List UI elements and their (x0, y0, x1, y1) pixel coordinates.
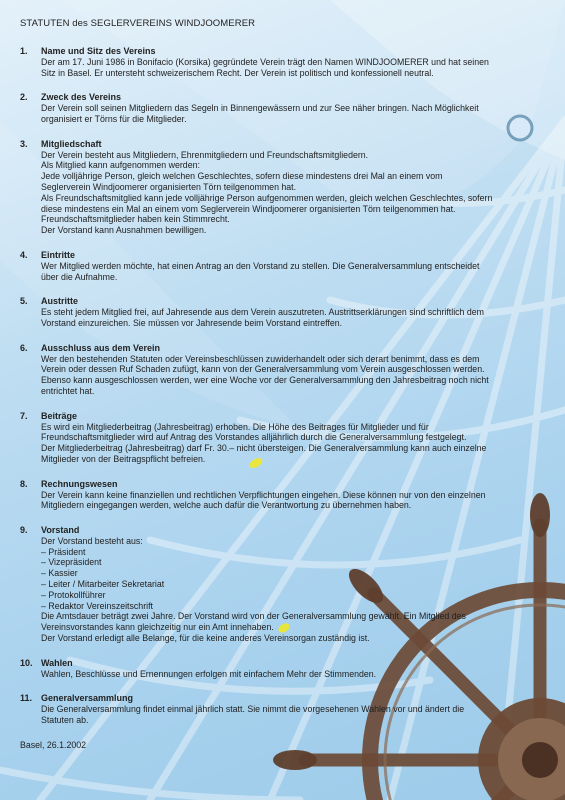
section-text-line: Es steht jedem Mitglied frei, auf Jahresende aus dem Verein auszutreten. Austrittserklärungen sind schriftlich dem (41, 307, 485, 318)
section-text-line: organisiert er Törns für die Mitglieder. (41, 113, 187, 124)
section-list-item: – Vizepräsident (41, 557, 102, 568)
statutes-document (20, 18, 540, 750)
section-text-line: Statuten ab. (41, 715, 89, 726)
section-text-line: Der Vorstand kann Ausnahmen bewilligen. (41, 225, 207, 236)
section-heading: Generalversammlung (41, 693, 134, 704)
section-text-line: Wahlen, Beschlüsse und Ernennungen erfolgen mit einfachem Mehr der Stimmenden. (41, 668, 377, 679)
section-list-item: – Redaktor Vereinszeitschrift (41, 600, 153, 611)
section-text-line: Als Mitglied kann aufgenommen werden: (41, 160, 200, 171)
section-name-und-sitz (20, 46, 540, 78)
section-number: 11. (20, 693, 33, 704)
section-heading: Vorstand (41, 525, 80, 536)
section-text-line: Die Amtsdauer beträgt zwei Jahre. Der Vorstand wird von der Generalversammlung gewählt. Ein Mitglied des (41, 611, 466, 622)
section-vorstand (20, 525, 540, 644)
section-heading: Name und Sitz des Vereins (41, 46, 156, 56)
section-number: 5. (20, 296, 28, 307)
section-text-line: Freundschaftsmitglieder wird auf Antrag des Vorstandes alljährlich durch die Generalversammlung festgelegt. (41, 432, 467, 443)
section-text-line: Jede volljährige Person, gleich welchen Geschlechtes, sofern diese mindestens drei Mal an einem vom (41, 171, 443, 182)
section-text-line: Der Verein kann keine finanziellen und rechtlichen Verpflichtungen eingehen. Diese können nur von den einzelnen (41, 489, 486, 500)
section-text-line: Der Vorstand besteht aus: (41, 535, 143, 546)
section-text-line: Vorstand einzureichen. Sie müssen vor Jahresende beim Vorstand eintreffen. (41, 317, 343, 328)
section-number: 8. (20, 478, 28, 489)
section-number: 6. (20, 342, 28, 353)
section-text-line: Seglerverein Windjoomerer organisierten Törn teilgenommen hat. (41, 181, 297, 192)
section-number: 1. (20, 46, 28, 56)
section-list-item: – Leiter / Mitarbeiter Sekretariat (41, 579, 165, 590)
section-rechnungswesen (20, 479, 540, 511)
section-text-line: Wer Mitglied werden möchte, hat einen Antrag an den Vorstand zu stellen. Die Generalversammlung entscheidet (41, 260, 480, 271)
section-heading: Mitgliedschaft (41, 138, 102, 149)
section-mitgliedschaft (20, 139, 540, 236)
section-number: 3. (20, 138, 28, 149)
section-number: 7. (20, 410, 28, 421)
section-heading: Rechnungswesen (41, 478, 118, 489)
section-heading: Wahlen (41, 657, 73, 668)
section-austritte (20, 296, 540, 328)
section-text-line: Der am 17. Juni 1986 in Bonifacio (Korsika) gegründete Verein trägt den Namen WINDJOOMERER und hat seinen (41, 56, 489, 67)
section-text-line: Mitgliedern eingegangen werden, welche auch dafür die Verantwortung zu übernehmen haben. (41, 500, 412, 511)
section-list-item: – Präsident (41, 546, 86, 557)
section-heading: Ausschluss aus dem Verein (41, 342, 161, 353)
section-list-item: – Protokollführer (41, 589, 106, 600)
section-text-line: entrichtet hat. (41, 385, 95, 396)
section-text-line: Es wird ein Mitgliederbeitrag (Jahresbeitrag) erhoben. Die Höhe des Beitrages für Mitglieder und für (41, 421, 429, 432)
section-text-line: Mitglieder von der Beitragspflicht befreien. (41, 453, 206, 464)
section-text-line: Wer den bestehenden Statuten oder Vereinsbeschlüssen zuwiderhandelt oder sich derart benimmt, dass es dem (41, 353, 480, 364)
section-text-line: Der Verein besteht aus Mitgliedern, Ehrenmitgliedern und Freundschaftsmitgliedern. (41, 149, 369, 160)
section-text-line: Der Mitgliederbeitrag (Jahresbeitrag) darf Fr. 30.– nicht übersteigen. Die Generalversammlung kann auch einzelne (41, 443, 487, 454)
section-number: 2. (20, 92, 28, 103)
document-date-footer: Basel, 26.1.2002 (20, 739, 87, 750)
section-heading: Austritte (41, 296, 79, 307)
section-heading: Zweck des Vereins (41, 92, 122, 103)
section-zweck (20, 92, 540, 124)
section-text-line: Als Freundschaftsmitglied kann jede volljährige Person aufgenommen werden, gleich welchen Geschlechtes, sofern (41, 192, 493, 203)
section-number: 4. (20, 249, 28, 260)
section-heading: Beiträge (41, 410, 78, 421)
section-beitraege (20, 411, 540, 465)
section-eintritte (20, 250, 540, 282)
section-ausschluss (20, 343, 540, 397)
section-wahlen (20, 658, 540, 680)
section-number: 9. (20, 525, 28, 536)
section-generalversammlung (20, 693, 540, 725)
section-text-line: über die Aufnahme. (41, 271, 118, 282)
section-text-line: Verein oder dessen Ruf Schaden zufügt, kann von der Generalversammlung vom Verein ausgeschlossen werden. (41, 364, 485, 375)
section-text-line: Vereinsvorstandes kann gleichzeitig nur ein Amt innehaben. (41, 622, 274, 633)
section-text-line: Freundschaftsmitglieder haben kein Stimmrecht. (41, 214, 230, 225)
section-text-line: Der Verein soll seinen Mitgliedern das Segeln in Binnengewässern und zur See näher bringen. Nach Möglichkeit (41, 103, 479, 114)
document-title: STATUTEN des SEGLERVEREINS WINDJOOMERER (20, 18, 256, 29)
section-text-line: Ebenso kann ausgeschlossen werden, wer eine Woche vor der Generalversammlung den Jahresbeitrag noch nicht (41, 375, 489, 386)
section-text-line: diese mindestens ein Mal an einem vom Seglerverein Windjoomerer organisierten Törn teilgenommen hat. (41, 203, 456, 214)
section-text-line: Die Generalversammlung findet einmal jährlich statt. Sie nimmt die vorgesehenen Wahlen vor und ändert die (41, 704, 465, 715)
section-number: 10. (20, 657, 33, 668)
section-text-line: Sitz in Basel. Er untersteht schweizerischem Recht. Der Verein ist politisch und konfessionell neutral. (41, 67, 434, 78)
section-list-item: – Kassier (41, 568, 78, 579)
section-text-line: Der Vorstand erledigt alle Belange, für die keine anderes Vereinsorgan zuständig ist. (41, 633, 370, 644)
section-heading: Eintritte (41, 249, 76, 260)
